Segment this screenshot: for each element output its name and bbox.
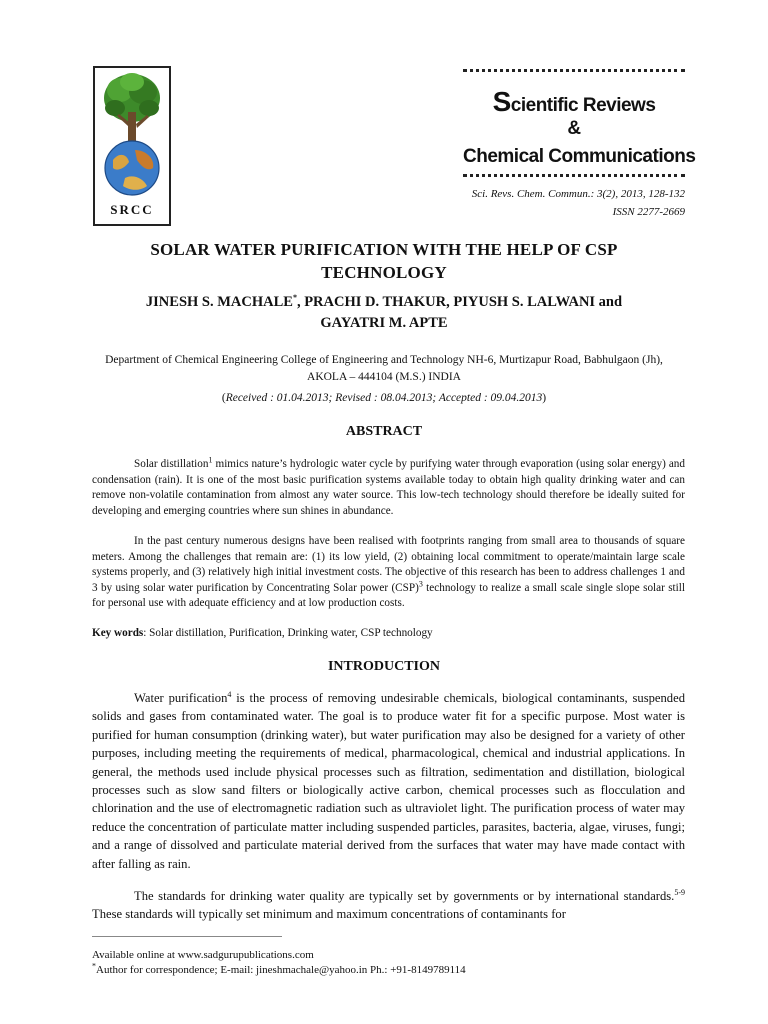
footnote-correspondence: [92, 963, 466, 977]
footnote-available: Available online at www.sadgurupublications.com: [92, 949, 314, 961]
journal-name-rest: cientific Reviews: [510, 95, 656, 116]
affiliation-line2: AKOLA – 444104 (M.S.) INDIA: [307, 371, 461, 383]
intro-p1-start: Water purification: [134, 691, 228, 705]
keywords-label: Key words: [92, 627, 144, 639]
journal-name-ampersand: &: [567, 118, 581, 139]
keywords: [92, 627, 433, 639]
introduction-paragraph-1: [92, 689, 685, 873]
abstract-paragraph-1: [92, 457, 685, 519]
citation-sup: 3: [418, 578, 423, 588]
introduction-heading: INTRODUCTION: [327, 659, 440, 674]
authors-rest: , PRACHI D. THAKUR, PIYUSH S. LALWANI and: [296, 294, 623, 310]
journal-name-line1: [463, 86, 685, 118]
journal-citation: Sci. Revs. Chem. Commun.: 3(2), 2013, 128-132: [471, 188, 685, 200]
abstract-p2-rest: technology to realize a small scale single slope solar still for personal use with adequate efficiency and at low production costs.: [92, 581, 685, 609]
journal-issn: ISSN 2277-2669: [612, 206, 685, 218]
tree-globe-icon: [95, 68, 169, 224]
abstract-p1-rest: mimics nature’s hydrologic water cycle by purifying water through evaporation (using solar energy) and condensation (rain). It is one of the most basic purification systems available today to obtain high quality drinking water and can remove non-volatile contamination from almost any water source. This low-tech technology should therefore be ideally suited for developing and emerging countries where sun shines in abundance.: [92, 458, 685, 517]
dotted-divider: [463, 174, 685, 177]
journal-name-line3: Chemical Communications: [463, 146, 696, 167]
citation-sup: 5-9: [674, 887, 685, 897]
correspondence-text: Author for correspondence; E-mail: jineshmachale@yahoo.in Ph.: +91-8149789114: [96, 964, 466, 976]
title-line2: TECHNOLOGY: [321, 263, 447, 282]
author-first: JINESH S. MACHALE: [145, 294, 293, 310]
citation-sup: 4: [227, 689, 232, 699]
citation-sup: 1: [208, 455, 213, 465]
abstract-heading: ABSTRACT: [345, 424, 423, 439]
corresponding-mark: *: [292, 293, 297, 303]
article-dates: (Received : 01.04.2013; Revised : 08.04.2013; Accepted : 09.04.2013): [221, 392, 547, 404]
authors: [80, 292, 688, 334]
abstract-p2-start: In the past century numerous designs have been realised with footprints ranging from small area to thousands of square meters. Among the challenges that remain are: (1) its low yield, (2) obtaining local commitment to operate/maintain large scale systems properly, and (3) relatively high initial investment costs. The objective of this research has been to address challenges 1 and 3 by using solar water purification by Concentrating Solar power (CSP): [92, 535, 685, 594]
introduction-paragraph-2: [92, 887, 685, 924]
authors-line1: [80, 292, 688, 313]
dotted-divider: [463, 69, 685, 72]
intro-p2-rest: These standards will typically set minimum and maximum concentrations of contaminants for: [92, 907, 566, 922]
affiliation-line1: Department of Chemical Engineering College of Engineering and Technology NH-6, Murtizapur Road, Babhulgaon (Jh),: [105, 354, 663, 366]
footnote-rule: [92, 936, 282, 937]
intro-p1-rest: is the process of removing undesirable chemicals, biological contaminants, suspended solids and gases from contaminated water. The goal is to produce water fit for a specific purpose. Most water is purified for human consumption (drinking water), but water purification may also be designed for a variety of other purposes, including meeting the requirements of medical, pharmacological, chemical and industrial applications. In general, the methods used include physical processes such as filtration, sedimentation and distillation, biological processes such as slow sand filters or biologically active carbon, chemical processes such as flocculation and chlorination and the use of electromagnetic radiation such as ultraviolet light. The purification process of water may reduce the concentration of particulate matter including suspended particles, parasites, bacteria, algae, viruses, fungi; and a range of dissolved and particulate material derived from the surfaces that water may have made contact with after falling as rain.: [92, 691, 685, 871]
abstract-p1-start: Solar distillation: [134, 458, 209, 470]
journal-logo: [93, 66, 171, 226]
affiliation: [90, 352, 678, 386]
abstract-paragraph-2: [92, 534, 685, 612]
title-line1: SOLAR WATER PURIFICATION WITH THE HELP OF CSP: [150, 240, 618, 259]
keywords-text: : Solar distillation, Purification, Drinking water, CSP technology: [143, 627, 433, 639]
article-title: [80, 238, 688, 284]
authors-line2: GAYATRI M. APTE: [320, 315, 448, 331]
intro-p2-start: The standards for drinking water quality are typically set by governments or by international standards.: [134, 889, 675, 903]
journal-name-initial: S: [492, 86, 511, 117]
logo-text: SRCC: [110, 202, 154, 217]
dates-text: Received : 01.04.2013; Revised : 08.04.2013; Accepted : 09.04.2013: [225, 392, 543, 404]
corresponding-mark: *: [92, 961, 96, 971]
